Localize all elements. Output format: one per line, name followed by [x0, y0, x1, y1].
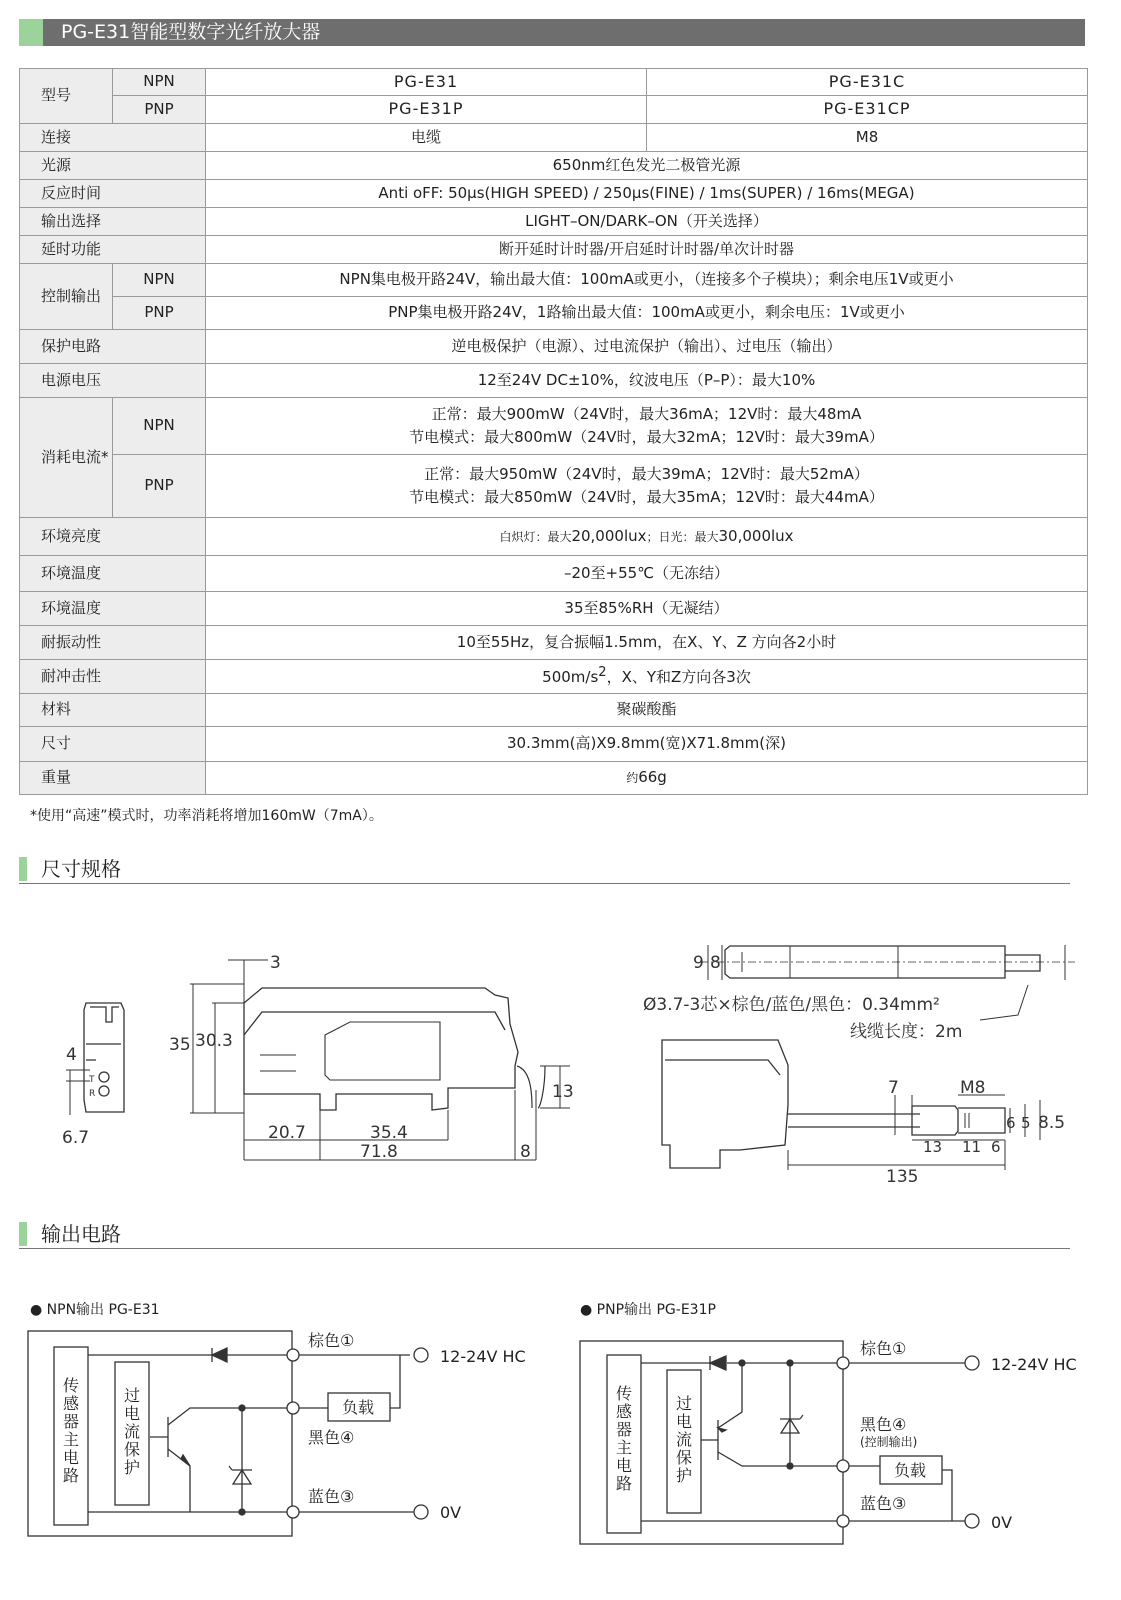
dim-35: 35 — [169, 1035, 191, 1055]
out-label: 输出选择 — [20, 208, 206, 236]
cons-pnp-line1: 正常：最大950mW（24V时，最大39mA；12V时：最大52mA） — [424, 464, 869, 483]
wt-a: 约 — [626, 771, 639, 786]
ctrl-pnp-label: PNP — [113, 297, 206, 330]
pnp-circuit-drawing — [580, 1341, 979, 1544]
pnp-prot-char: 过 — [676, 1394, 693, 1413]
dim-8-5: 8.5 — [1038, 1113, 1066, 1133]
vib-value: 10至55Hz，复合振幅1.5mm，在X、Y、Z 方向各2小时 — [206, 626, 1088, 660]
cons-pnp-label: PNP — [113, 455, 206, 518]
cable-spec: Ø3.7-3芯×棕色/蓝色/黑色：0.34mm² — [643, 995, 940, 1015]
dim-3: 3 — [270, 953, 281, 973]
npn-sensor-char: 感 — [63, 1394, 80, 1413]
pnp-blue-label: 蓝色③ — [860, 1494, 907, 1513]
ctrl-npn-value: NPN集电极开路24V，输出最大值：100mA或更小，（连接多个子模块）；剩余电压1V或更小 — [206, 264, 1088, 297]
dim-30-3: 30.3 — [195, 1031, 233, 1051]
model-pnp-label: PNP — [113, 96, 206, 124]
pnp-sensor-char: 感 — [616, 1402, 633, 1421]
section-accent — [19, 1222, 27, 1246]
npn-prot-label — [124, 1386, 140, 1477]
dim-9: 9 — [693, 953, 704, 973]
cons-npn-line1: 正常：最大900mW（24V时，最大36mA；12V时：最大48mA — [431, 404, 862, 423]
dim-8: 8 — [520, 1142, 531, 1162]
dim-6b: 6 — [1006, 1114, 1016, 1132]
pwr-value: 12至24V DC±10%，纹波电压（P–P）：最大10% — [206, 364, 1088, 398]
pnp-sensor-char: 路 — [616, 1474, 633, 1493]
dim-135: 135 — [886, 1167, 919, 1187]
pnp-black-label: 黑色④ — [860, 1415, 907, 1434]
dim-35-4: 35.4 — [370, 1123, 408, 1143]
pnp-prot-char: 流 — [676, 1430, 693, 1449]
model-npn-label: NPN — [113, 69, 206, 96]
section-dimensions-title: 尺寸规格 — [41, 857, 121, 881]
shock-sup: 2 — [598, 665, 607, 681]
mat-label: 材料 — [20, 694, 206, 727]
wt-label: 重量 — [20, 762, 206, 795]
resp-value: Anti oFF: 50μs(HIGH SPEED) / 250μs(FINE) / 1ms(SUPER) / 16ms(MEGA) — [206, 180, 1088, 208]
npn-prot-char: 流 — [124, 1422, 141, 1441]
lum-label: 环境亮度 — [20, 518, 206, 556]
npn-sensor-char: 器 — [63, 1412, 80, 1431]
pnp-prot-char: 保 — [676, 1448, 693, 1467]
pnp-brown-label: 棕色① — [860, 1339, 907, 1358]
lum-b: 20,000lux — [571, 526, 647, 545]
npn-sensor-label — [63, 1376, 79, 1485]
model-label: 型号 — [20, 69, 113, 124]
dim-7: 7 — [888, 1078, 899, 1098]
model-pnp-2: PG-E31CP — [647, 96, 1088, 124]
hum-value: 35至85%RH（无凝结） — [206, 592, 1088, 626]
pnp-sensor-char: 电 — [616, 1456, 633, 1475]
cons-pnp-line2: 节电模式：最大850mW（24V时，最大35mA；12V时：最大44mA） — [409, 488, 884, 506]
pnp-ctrl-out-label: (控制输出) — [860, 1435, 918, 1449]
cons-label: 消耗电流* — [20, 398, 113, 518]
npn-blue-label: 蓝色③ — [308, 1487, 355, 1506]
model-pnp-1: PG-E31P — [206, 96, 647, 124]
hum-label: 环境温度 — [20, 592, 206, 626]
conn-1: 电缆 — [206, 124, 647, 152]
pnp-caption: ● PNP输出 PG-E31P — [580, 1302, 716, 1318]
pnp-load-label: 负载 — [894, 1461, 927, 1480]
npn-sensor-char: 传 — [63, 1376, 80, 1395]
resp-label: 反应时间 — [20, 180, 206, 208]
size-label: 尺寸 — [20, 727, 206, 762]
npn-vlo-label: 0V — [440, 1503, 462, 1522]
npn-prot-char: 保 — [124, 1440, 141, 1459]
npn-brown-label: 棕色① — [308, 1331, 355, 1350]
section-circuit-title: 输出电路 — [41, 1222, 121, 1246]
prot-label: 保护电路 — [20, 330, 206, 364]
mat-value: 聚碳酸酯 — [206, 694, 1088, 727]
npn-sensor-char: 电 — [63, 1448, 80, 1467]
side-r-label: R — [89, 1089, 96, 1099]
model-npn-1: PG-E31 — [206, 69, 647, 96]
conn-2: M8 — [647, 124, 1088, 152]
model-npn-2: PG-E31C — [647, 69, 1088, 96]
light-value: 650nm红色发光二极管光源 — [206, 152, 1088, 180]
m8-view-drawing — [662, 1040, 1040, 1170]
wt-b: 66g — [638, 768, 667, 787]
pnp-vhi-label: 12-24V HC — [991, 1355, 1077, 1374]
npn-prot-char: 过 — [124, 1386, 141, 1405]
dim-71-8: 71.8 — [360, 1142, 398, 1162]
vib-label: 耐振动性 — [20, 626, 206, 660]
out-value: LIGHT–ON/DARK–ON（开关选择） — [206, 208, 1088, 236]
ctrl-pnp-value: PNP集电极开路24V，1路输出最大值：100mA或更小，剩余电压：1V或更小 — [206, 297, 1088, 330]
npn-sensor-char: 路 — [63, 1466, 80, 1485]
shock-label: 耐冲击性 — [20, 660, 206, 694]
npn-black-label: 黑色④ — [308, 1428, 355, 1447]
lum-c: ；日光：最大 — [646, 529, 719, 544]
footnote: *使用“高速”模式时，功率消耗将增加160mW（7mA）。 — [30, 808, 383, 824]
npn-load-label: 负载 — [342, 1398, 375, 1417]
npn-vhi-label: 12-24V HC — [440, 1347, 526, 1366]
shock-b: ，X、Y和Z方向各3次 — [606, 668, 751, 687]
temp-label: 环境温度 — [20, 556, 206, 592]
ctrl-npn-label: NPN — [113, 264, 206, 297]
pnp-sensor-char: 主 — [616, 1438, 633, 1457]
section-circuit — [19, 1220, 1070, 1249]
pnp-vlo-label: 0V — [991, 1513, 1013, 1532]
dim-8b: 8 — [710, 953, 721, 973]
dim-5: 5 — [1021, 1114, 1031, 1132]
prot-value: 逆电极保护（电源）、过电流保护（输出）、过电压（输出） — [206, 330, 1088, 364]
light-label: 光源 — [20, 152, 206, 180]
pnp-sensor-char: 器 — [616, 1420, 633, 1439]
dim-m8: M8 — [960, 1078, 986, 1098]
side-t-label: T — [89, 1075, 95, 1085]
cons-npn-line2: 节电模式：最大800mW（24V时，最大32mA；12V时：最大39mA） — [409, 428, 884, 446]
npn-prot-char: 护 — [124, 1458, 141, 1477]
dim-11: 11 — [962, 1138, 982, 1156]
npn-prot-char: 电 — [124, 1404, 141, 1423]
dim-4: 4 — [66, 1045, 77, 1065]
page-title: PG-E31智能型数字光纤放大器 — [61, 21, 321, 43]
shock-a: 500m/s — [542, 668, 599, 687]
delay-value: 断开延时计时器/开启延时计时器/单次计时器 — [206, 236, 1088, 264]
pnp-sensor-char: 传 — [616, 1384, 633, 1403]
pnp-sensor-label — [616, 1384, 632, 1493]
dim-6: 6 — [991, 1138, 1001, 1156]
npn-caption: ● NPN输出 PG-E31 — [30, 1302, 160, 1318]
dim-6-7: 6.7 — [62, 1128, 90, 1148]
dim-20-7: 20.7 — [268, 1123, 306, 1143]
lum-d: 30,000lux — [718, 526, 794, 545]
size-value: 30.3mm(高)X9.8mm(宽)X71.8mm(深) — [206, 727, 1088, 762]
conn-label: 连接 — [20, 124, 206, 152]
pnp-prot-char: 护 — [676, 1466, 693, 1485]
temp-value: –20至+55℃（无冻结） — [206, 556, 1088, 592]
lum-a: 白炽灯：最大 — [499, 529, 572, 544]
pnp-prot-char: 电 — [676, 1412, 693, 1431]
pwr-label: 电源电压 — [20, 364, 206, 398]
delay-label: 延时功能 — [20, 236, 206, 264]
npn-circuit-drawing — [28, 1331, 428, 1536]
dim-13b: 13 — [923, 1138, 943, 1156]
pnp-prot-label — [676, 1394, 692, 1485]
cons-npn-label: NPN — [113, 398, 206, 455]
ctrl-label: 控制输出 — [20, 264, 113, 330]
cable-length: 线缆长度：2m — [850, 1022, 963, 1042]
npn-sensor-char: 主 — [63, 1430, 80, 1449]
dim-13: 13 — [552, 1082, 574, 1102]
